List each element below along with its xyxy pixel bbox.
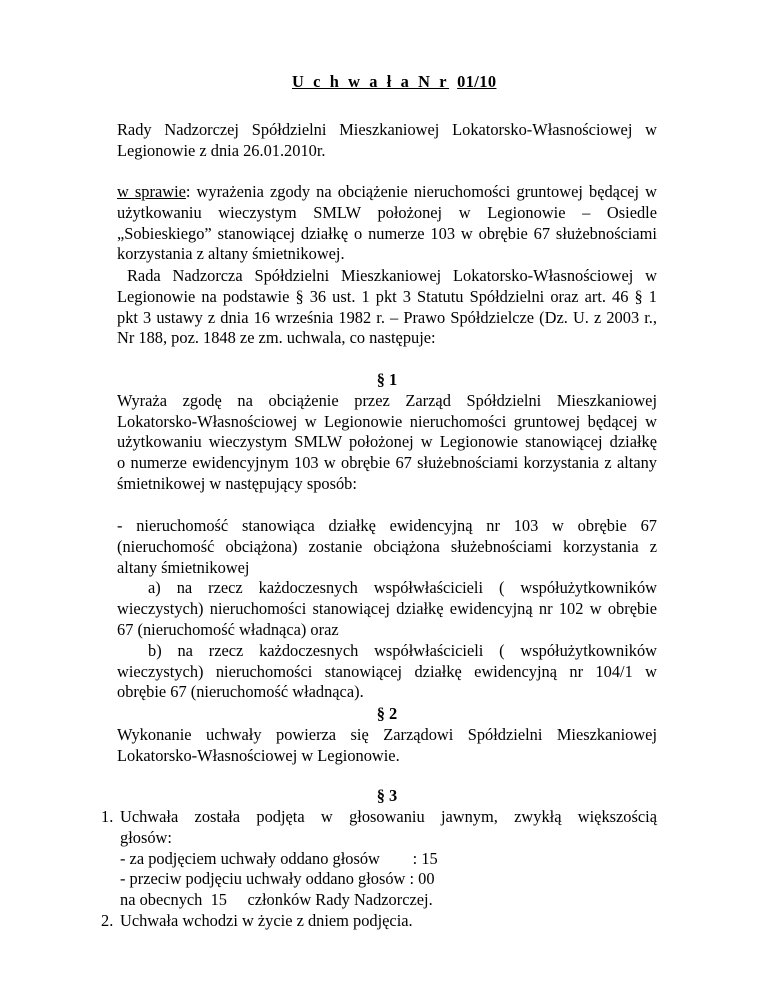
encumbrance-details [117,516,657,703]
subject-line: „Sobieskiego” stanowiącej działkę o numerze 103 w obrębie 67 służebnościami [117,223,657,243]
detail-line: wieczystych) nieruchomości stanowiącej działkę ewidencyjną nr 102 w obrębie [117,599,657,619]
section-line: śmietnikowej w następujący sposób: [117,473,357,493]
list-number: 1. [101,807,114,826]
header-line: Legionowie z dnia 26.01.2010r. [117,140,326,160]
section-line: Wykonanie uchwały powierza się Zarządowi Spółdzielni Mieszkaniowej [117,724,657,744]
preamble-line: Rada Nadzorcza Spółdzielni Mieszkaniowej Lokatorsko-Własnościowej w [127,266,657,285]
detail-line: (nieruchomość obciążona) zostanie obciążona służebnościami korzystania z [117,536,657,556]
detail-line: - nieruchomość stanowiąca działkę ewidencyjną nr 103 w obrębie 67 [117,516,657,535]
section-3-list [101,807,657,932]
subject-paragraph [117,182,657,265]
list-number: 2. [101,910,114,930]
preamble-line: Nr 188, poz. 1848 ze zm. uchwala, co następuje: [117,328,436,348]
detail-line: altany śmietnikowej [117,557,250,577]
section-3 [117,786,657,807]
detail-item-b: b) na rzecz każdoczesnych współwłaścicieli ( współużytkowników [148,640,657,660]
subject-line: użytkowaniu wieczystym SMLW położonej w Legionowie – Osiedle [117,202,657,222]
detail-item-a: a) na rzecz każdoczesnych współwłaścicieli ( współużytkowników [148,578,657,598]
list-line: Uchwała wchodzi w życie z dniem podjęcia. [120,910,413,930]
section-heading: § 1 [376,370,398,389]
attendance-line: na obecnych 15 członków Rady Nadzorczej. [120,890,433,910]
vote-for-line: - za podjęciem uchwały oddano głosów : 15 [120,848,438,868]
issuer-header [117,120,657,162]
resolution-number: 01/10 [457,72,497,91]
preamble-line: pkt 3 ustawy z dnia 16 września 1982 r. – Prawo Spółdzielcze (Dz. U. z 2003 r., [117,307,657,327]
section-line: użytkowaniu wieczystym SMLW położonej w Legionowie stanowiącej działkę [117,432,657,452]
preamble-paragraph [117,266,657,349]
section-heading: § 2 [376,704,398,723]
section-heading: § 3 [376,786,398,805]
detail-line: obrębie 67 (nieruchomość władnąca). [117,682,364,702]
section-2 [117,704,657,766]
list-line: głosów: [120,827,172,847]
list-line: Uchwała została podjęta w głosowaniu jawnym, zwykłą większością [120,807,657,826]
list-item [101,807,657,911]
section-1 [117,370,657,495]
title-text: U c h w a ł a N r [292,72,450,91]
section-line: Wyraża zgodę na obciążenie przez Zarząd Spółdzielni Mieszkaniowej [117,390,657,410]
resolution-title [292,72,497,92]
list-item [101,910,657,932]
vote-against-line: - przeciw podjęciu uchwały oddano głosów : 00 [120,869,435,889]
header-line: Rady Nadzorczej Spółdzielni Mieszkaniowej Lokatorsko-Własnościowej w [117,120,657,139]
detail-line: wieczystych) nieruchomości stanowiącej działkę ewidencyjną nr 104/1 w [117,661,657,681]
section-line: Lokatorsko-Własnościowej w Legionowie. [117,745,400,765]
subject-label: w sprawie [117,182,186,201]
subject-line: w sprawie: wyrażenia zgody na obciążenie nieruchomości gruntowej będącej w [117,182,657,201]
section-line: o numerze ewidencyjnym 103 w obrębie 67 służebnościami korzystania z altany [117,453,657,473]
preamble-line: Legionowie na podstawie § 36 ust. 1 pkt 3 Statutu Spółdzielni oraz art. 46 § 1 [117,286,657,306]
subject-line: korzystania z altany śmietnikowej. [117,244,345,264]
detail-line: 67 (nieruchomość władnąca) oraz [117,619,339,639]
section-line: Lokatorsko-Własnościowej w Legionowie nieruchomości gruntowej będącej w [117,411,657,431]
